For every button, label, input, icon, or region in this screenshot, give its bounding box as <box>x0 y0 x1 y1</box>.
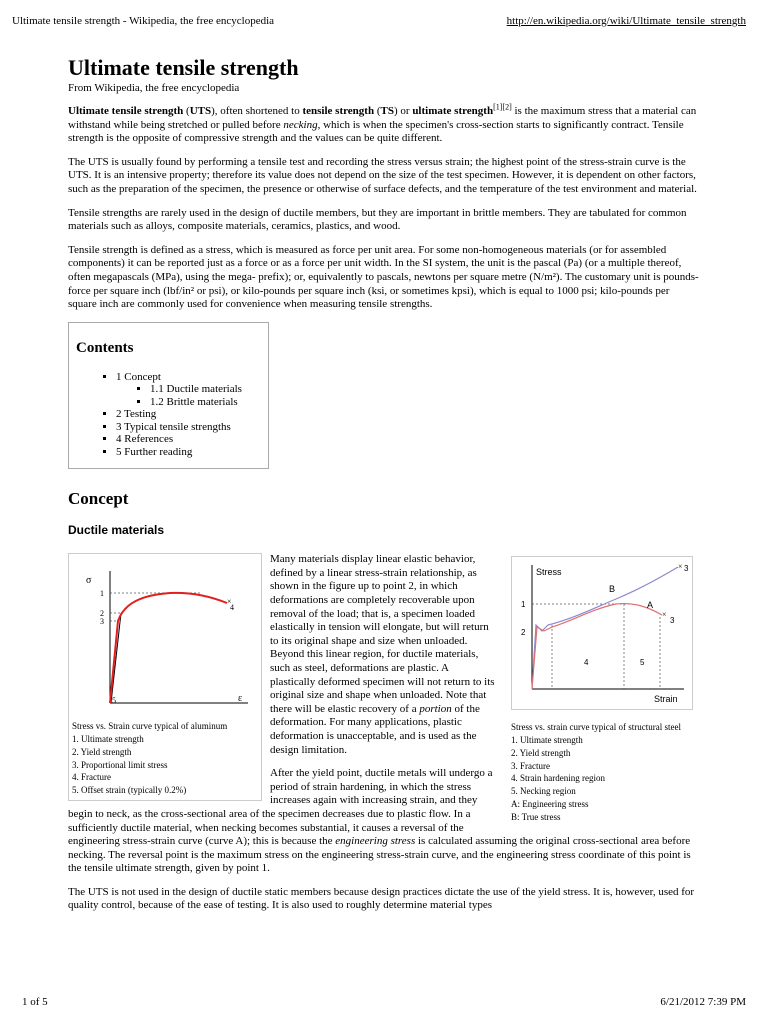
ductile-text: is calculated assuming the original cross-sectional area before necking. The reversal point is the maximum stress on the engineering stress-strain curve, and the engineering stress coordinate of this point is the tensile ultimate strength, given by point 1. <box>68 835 691 875</box>
aluminum-caption <box>72 720 258 797</box>
caption-item: 5. Necking region <box>511 786 576 797</box>
emphasis-engineering-stress: engineering stress <box>335 835 416 848</box>
toc-label[interactable]: 4 References <box>116 433 174 446</box>
term-uts: Ultimate tensile strength <box>68 105 184 117</box>
stress-strain-curve <box>110 593 227 706</box>
point-4-label: 4 <box>230 603 234 613</box>
point-3-label: 3 <box>100 617 104 627</box>
axis-x-label: Strain <box>654 694 678 705</box>
caption-title: Stress vs. Strain curve typical of aluminum <box>72 721 228 732</box>
steel-caption <box>511 721 697 823</box>
print-header-url[interactable]: http://en.wikipedia.org/wiki/Ultimate_tensile_strength <box>506 15 746 27</box>
toc-item-references[interactable] <box>116 433 262 446</box>
axis-x-label: ε <box>238 693 243 705</box>
article-subtitle: From Wikipedia, the free encyclopedia <box>68 82 240 94</box>
toc-item-testing[interactable] <box>116 408 262 421</box>
term-ts: tensile strength <box>302 105 375 117</box>
caption-item: 4. Fracture <box>72 772 111 783</box>
caption-item: 5. Offset strain (typically 0.2%) <box>72 785 187 796</box>
axis-y-label: σ <box>86 575 92 587</box>
fracture-marker-icon: × <box>227 597 232 607</box>
aluminum-stress-strain-diagram <box>72 557 258 709</box>
toc-label[interactable]: 1.2 Brittle materials <box>150 395 238 408</box>
point-5-label: 5 <box>112 696 116 706</box>
intro-text-3: is the maximum stress that a material can withstand while being stretched or pulled before <box>68 105 697 131</box>
print-footer-datetime: 6/21/2012 7:39 PM <box>660 996 746 1008</box>
necking-link[interactable]: necking <box>283 118 318 131</box>
steel-stress-strain-diagram <box>511 556 693 710</box>
article <box>68 55 700 923</box>
ductile-heading: Ductile materials <box>68 523 165 538</box>
steel-figure <box>508 553 700 826</box>
caption-item: 3. Fracture <box>511 760 550 771</box>
reference-link[interactable]: [1][2] <box>493 102 512 112</box>
toc-item-typical[interactable] <box>116 421 262 434</box>
toc-label[interactable]: 2 Testing <box>116 408 157 421</box>
caption-item: 4. Strain hardening region <box>511 773 605 784</box>
toc-title: Contents <box>76 339 134 356</box>
caption-item: 2. Yield strength <box>511 747 571 758</box>
toc-label[interactable]: 3 Typical tensile strengths <box>116 420 231 433</box>
abbr-ts: TS <box>380 105 394 117</box>
paragraph-uts-design: The UTS is not used in the design of ductile static members because design practices dictate the use of the yield stress. It is, however, used for quality control, because of the ease of testing. It is also used to roughly determine material types <box>68 885 695 912</box>
toc-label[interactable]: 5 Further reading <box>116 445 193 458</box>
table-of-contents <box>68 322 269 470</box>
print-footer-page: 1 of 5 <box>22 996 48 1008</box>
point-1-label: 1 <box>521 600 526 610</box>
curve-b-label: B <box>609 584 616 595</box>
aluminum-figure <box>68 553 262 801</box>
toc-item-further-reading[interactable] <box>116 446 262 459</box>
ductile-text: After the yield point, ductile metals will undergo a period of strain hardening, in which the stress increases again with increasing strain, and they begin to neck, as the cross-sectional area of the specimen decreases due to plastic flow. In a sufficiently ductile material, when necking becomes substantial, it causes a reversal of the engineering stress-strain curve (curve A); this is because the <box>68 767 493 848</box>
point-3-eng-label: 3 <box>670 616 675 626</box>
point-2-label: 2 <box>100 609 104 619</box>
ductile-text: of the deformation. For many applications, plastic deformation is unacceptable, and is used as the design limitation. <box>270 702 480 756</box>
toc-label[interactable]: 1.1 Ductile materials <box>150 383 242 396</box>
caption-item: 2. Yield strength <box>72 746 132 757</box>
abbr-uts: UTS <box>189 105 212 117</box>
axis-y-label: Stress <box>536 567 562 578</box>
ductile-text: Many materials display linear elastic behavior, defined by a linear stress-strain relationship, as shown in the figure up to point 2, in which deformations are completely recoverable upon removal of the load; that is, a specimen loaded elastically in tension will elongate, but will return to its original shape and size when unloaded. Beyond this linear region, for ductile materials, such as steel, deformations are plastic. A plastically deformed specimen will not return to its original size and shape when unloaded. Note that there will be elastic recovery of a <box>270 553 495 715</box>
paragraph-usage: Tensile strengths are rarely used in the design of ductile members, but they are important in brittle members. They are tabulated for common materials such as alloys, composite materials, ceramics, plastics, and wood. <box>68 206 687 233</box>
point-2-label: 2 <box>521 628 526 638</box>
ductile-section <box>68 553 700 886</box>
emphasis-portion: portion <box>419 702 452 715</box>
caption-item: 1. Ultimate strength <box>511 735 583 746</box>
fracture-eng-marker-icon: × <box>662 610 667 620</box>
toc-label[interactable]: 1 Concept <box>116 370 161 383</box>
caption-item: A: Engineering stress <box>511 799 589 809</box>
intro-text-4: , which is when the specimen's cross-section starts to significantly contract. Tensile strength is the opposite of compressive strength and the values can be quite different. <box>68 118 684 145</box>
caption-item: 3. Proportional limit stress <box>72 759 168 770</box>
true-stress-curve <box>532 567 678 689</box>
point-1-label: 1 <box>100 589 104 599</box>
caption-item: 1. Ultimate strength <box>72 734 144 745</box>
curve-a-label: A <box>647 600 654 611</box>
toc-item-concept[interactable] <box>116 371 262 409</box>
point-3-true-label: 3 <box>684 564 689 574</box>
term-ultimate-strength: ultimate strength <box>412 105 494 117</box>
intro-paragraph: Ultimate tensile strength (UTS), often shortened to tensile strength (TS) or ultimate strength[1][2] is the maximum stress that a material can withstand while being stretched or pulled before necking, which is when the specimen's cross-section starts to significantly contract. Tensile strength is the opposite of compressive strength and the values can be quite different. <box>68 102 697 145</box>
print-header-title: Ultimate tensile strength - Wikipedia, the free encyclopedia <box>12 15 275 27</box>
engineering-stress-curve <box>532 604 662 689</box>
toc-item-brittle[interactable] <box>150 396 262 409</box>
concept-heading: Concept <box>68 489 129 509</box>
intro-text-2: or <box>397 105 413 117</box>
toc-item-ductile[interactable] <box>150 383 262 396</box>
region-4-label: 4 <box>584 658 589 668</box>
region-5-label: 5 <box>640 658 645 668</box>
caption-item: B: True stress <box>511 811 561 822</box>
offset-line <box>111 613 121 706</box>
fracture-true-marker-icon: × <box>678 562 683 572</box>
paragraph-units: Tensile strength is defined as a stress, which is measured as force per unit area. For some non-homogeneous materials (or for assembled components) it can be reported just as a force or as a force per unit width. In the SI system, the unit is the pascal (Pa) (or a multiple thereof, often megapascals (MPa), using the mega- prefix); or, equivalently to pascals, newtons per square metre (N/m²). The customary unit is pounds-force per square inch (lbf/in² or psi), or kilo-pounds per square inch (ksi, or sometimes kpsi), which is equal to 1000 psi; kilo-pounds per square inch are commonly used for convenience when measuring tensile strengths. <box>68 243 699 311</box>
intro-text-1: , often shortened to <box>214 105 303 117</box>
paragraph-test: The UTS is usually found by performing a tensile test and recording the stress versus strain; the highest point of the stress-strain curve is the UTS. It is an intensive property; therefore its value does not depend on the size of the test specimen. However, it is dependent on other factors, such as the preparation of the specimen, the presence or otherwise of surface defects, and the temperature of the test environment and material. <box>68 155 697 195</box>
caption-title: Stress vs. strain curve typical of structural steel <box>511 722 681 733</box>
article-title: Ultimate tensile strength <box>68 55 299 80</box>
